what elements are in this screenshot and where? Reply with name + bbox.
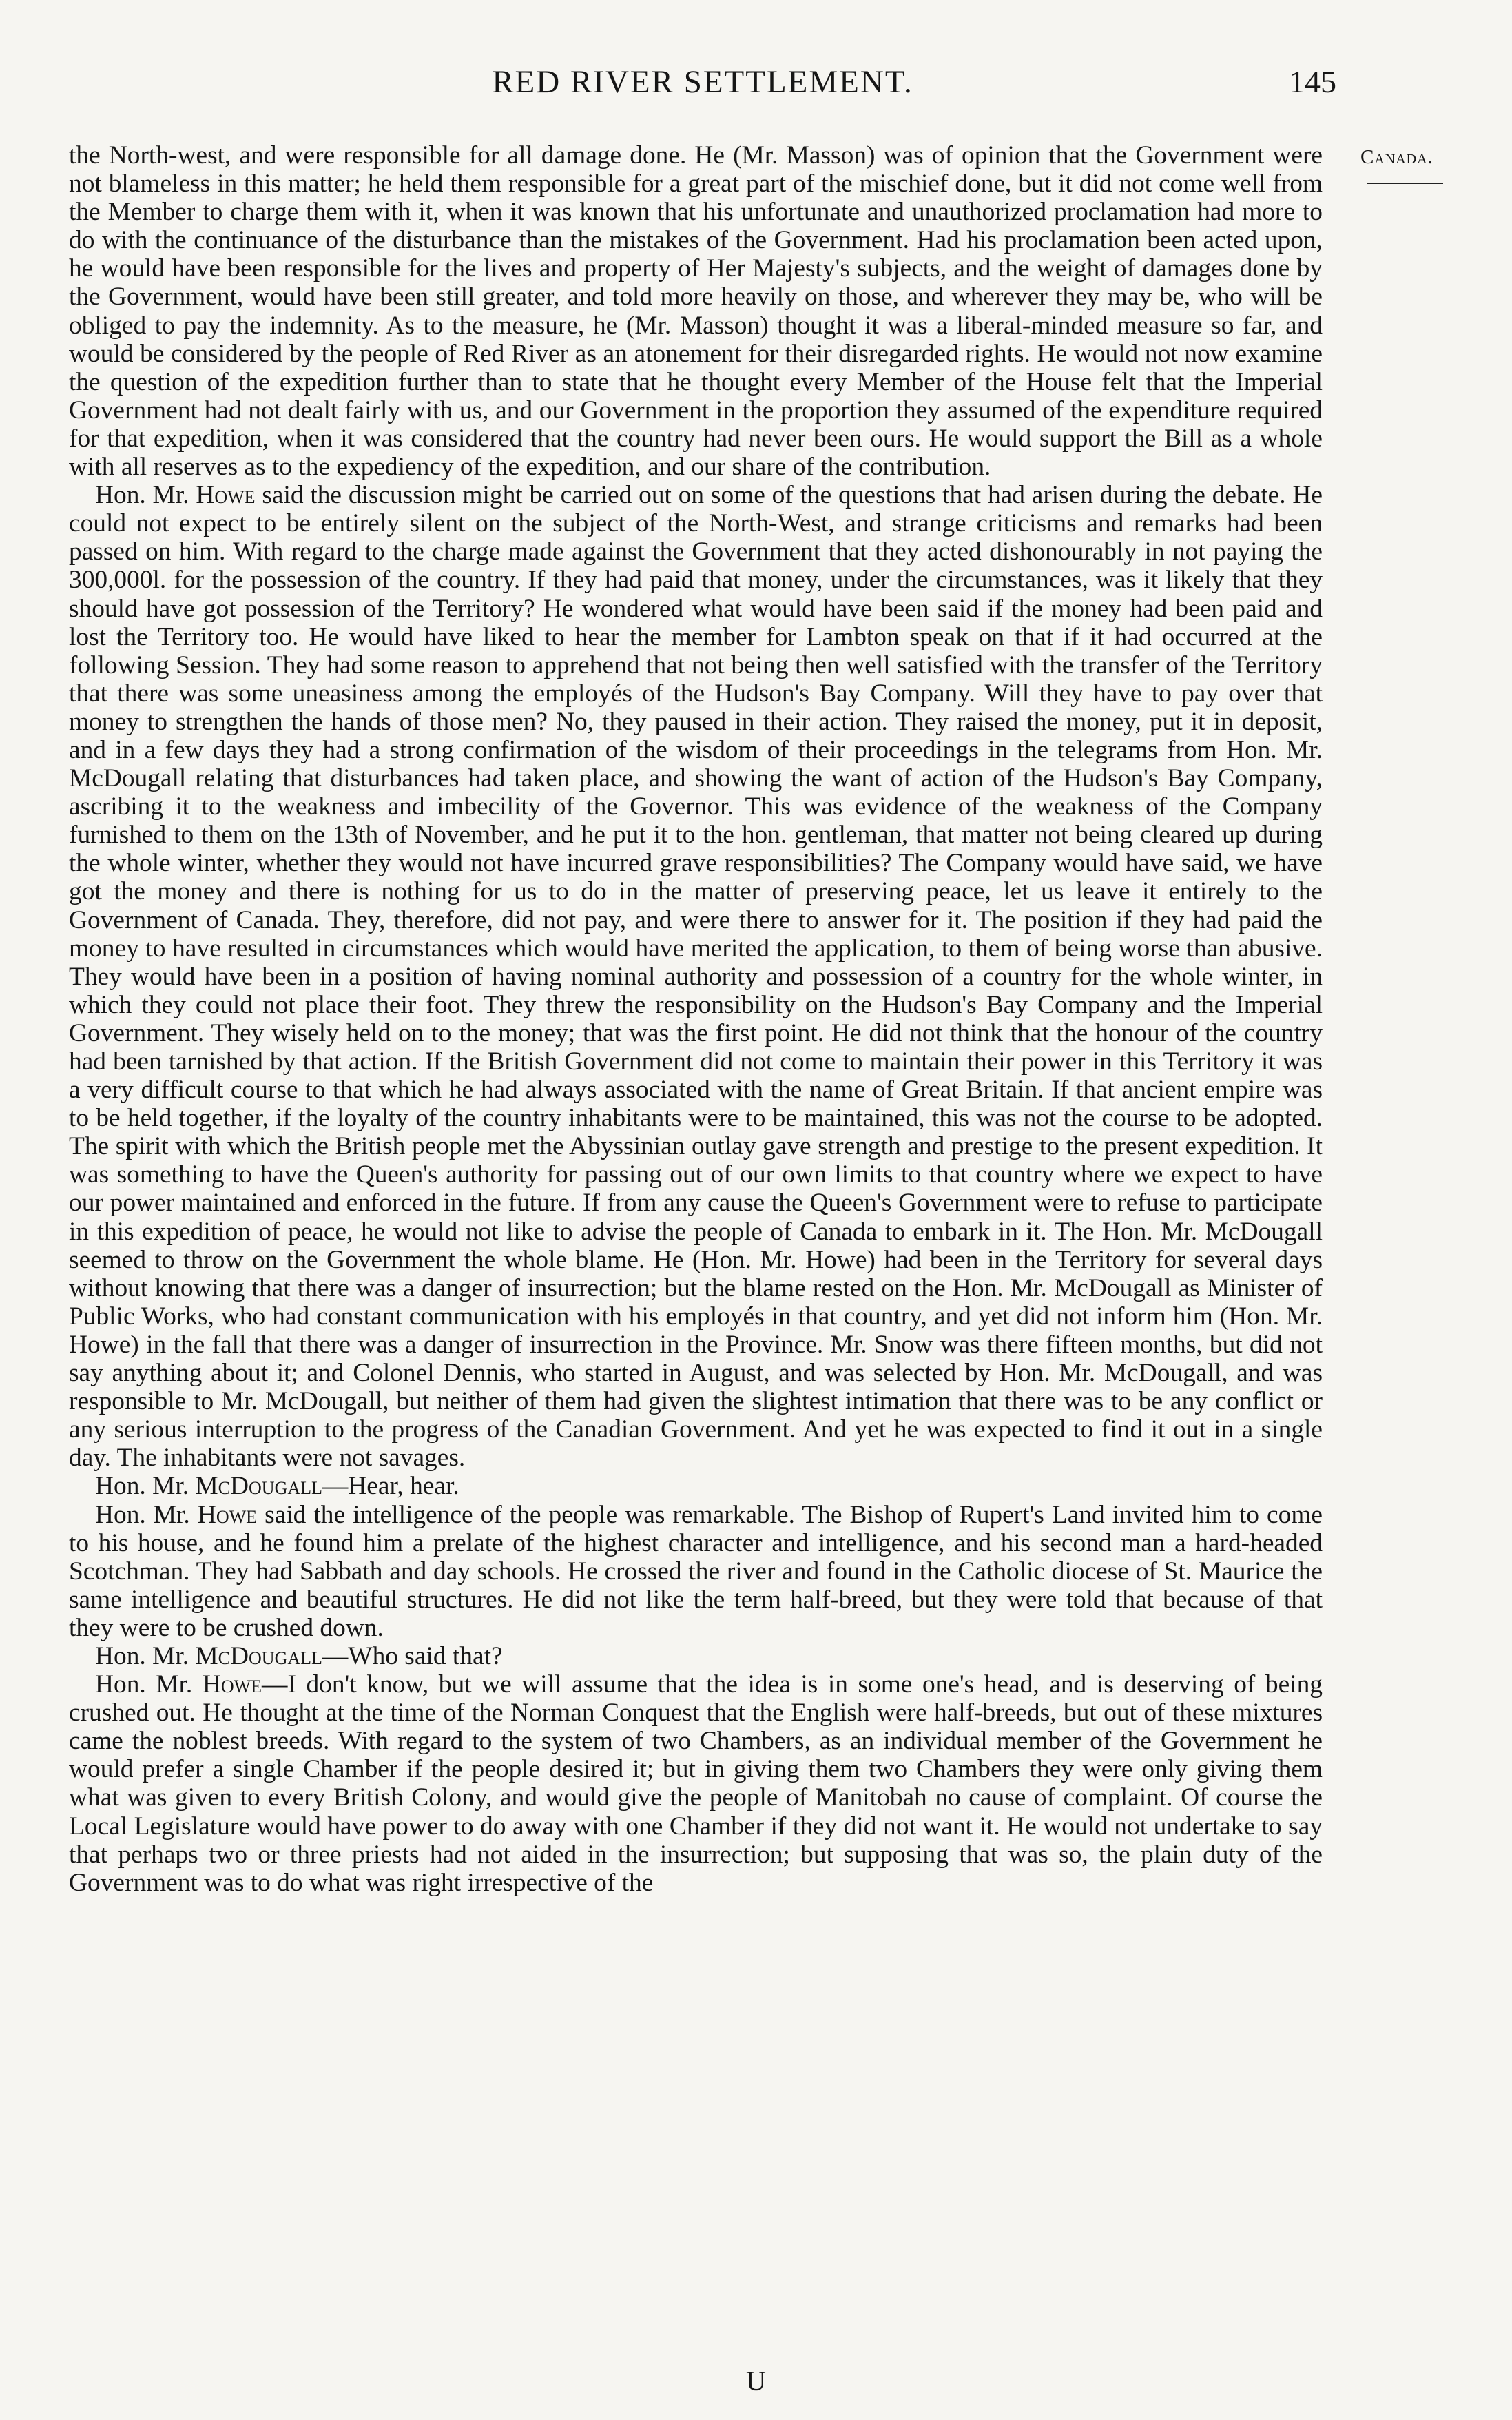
page-header	[69, 63, 1336, 112]
margin-note: Canada.	[1360, 146, 1433, 168]
page-number: 145	[1289, 64, 1336, 99]
paragraph	[69, 1670, 1323, 1897]
margin-rule	[1367, 183, 1443, 184]
speaker-name: Howe	[196, 481, 256, 510]
paragraph-text: —I don't know, but we will assume that the idea is in some one's head, and is deserving of being crushed out. He thought at the time of the Norman Conquest that the English were half-breeds, but out of these mixtures came the noblest breeds. With regard to the system of two Chambers, as an individual member of the Government he would prefer a single Chamber if the people desired it; but in giving them two Chambers they were only giving them what was given to every British Colony, and would give the people of Manitobah no cause of complaint. Of course the Local Legislature would have power to do away with one Chamber if they did not want it. He would not undertake to say that perhaps two or three priests had not aided in the insurrection; but supposing that was so, the plain duty of the Government was to do what was right irrespective of the	[69, 1670, 1323, 1897]
running-head: RED RIVER SETTLEMENT.	[492, 64, 913, 100]
paragraph-text: —Hear, hear.	[322, 1472, 459, 1501]
paragraph-text: said the discussion might be carried out on some of the questions that had arisen during the debate. He could not expect to be entirely silent on the subject of the North-West, and strange criticisms and remarks had been passed on him. With regard to the charge made against the Government that they acted dishonourably in not paying the 300,000l. for the possession of the country. If they had paid that money, under the circumstances, was it likely that they should have got possession of the Territory? He wondered what would have been said if the money had been paid and lost the Territory too. He would have liked to hear the member for Lambton speak on that if it had occurred at the following Session. They had some reason to apprehend that not being then well satisfied with the transfer of the Territory that there was some uneasiness among the employés of the Hudson's Bay Company. Will they have to pay over that money to strengthen the hands of those men? No, they paused in their action. They raised the money, put it in deposit, and in a few days they had a strong confirmation of the wisdom of their proceedings in the telegrams from Hon. Mr. McDougall relating that disturbances had taken place, and showing the want of action of the Hudson's Bay Company, ascribing it to the weakness and imbecility of the Governor. This was evidence of the weakness of the Company furnished to them on the 13th of November, and he put it to the hon. gentleman, that matter not being cleared up during the whole winter, whether they would not have incurred grave responsibilities? The Company would have said, we have got the money and there is nothing for us to do in the matter of preserving peace, let us leave it entirely to the Government of Canada. They, therefore, did not pay, and were there to answer for it. The position if they had paid the money to have resulted in circumstances which would have merited the application, to them of being worse than abusive. They would have been in a position of having nominal authority and possession of a country for the whole winter, in which they could not place their foot. They threw the responsibility on the Hudson's Bay Company and the Imperial Government. They wisely held on to the money; that was the first point. He did not think that the honour of the country had been tarnished by that action. If the British Government did not come to maintain their power in this Territory it was a very difficult course to that which he had always associated with the name of Great Britain. If that ancient empire was to be held together, if the loyalty of the country inhabitants were to be maintained, this was not the course to be adopted. The spirit with which the British people met the Abyssinian outlay gave strength and prestige to the present expedition. It was something to have the Queen's authority for passing out of our own limits to that country where we expect to have our power maintained and enforced in the future. If from any cause the Queen's Government were to refuse to participate in this expedition of peace, he would not like to advise the people of Canada to embark in it. The Hon. Mr. McDougall seemed to throw on the Government the whole blame. He (Hon. Mr. Howe) had been in the Territory for several days without knowing that there was a danger of insurrection; but the blame rested on the Hon. Mr. McDougall as Minister of Public Works, who had constant communication with his employés in that country, and yet did not inform him (Hon. Mr. Howe) in the fall that there was a danger of insurrection in the Province. Mr. Snow was there fifteen months, but did not say anything about it; and Colonel Dennis, who started in August, and was selected by Hon. Mr. McDougall, and was responsible to Mr. McDougall, but neither of them had given the slightest intimation that there was to be any conflict or any serious interruption to the progress of the Canadian Government. And yet he was expected to find it out in a single day. The inhabitants were not savages.	[69, 481, 1323, 1473]
speaker-prefix: Hon. Mr.	[95, 1500, 198, 1529]
speaker-name: Howe	[202, 1670, 262, 1699]
paragraph-text: said the intelligence of the people was remarkable. The Bishop of Rupert's Land invited him to come to his house, and he found him a prelate of the highest character and intelligence, and his second man a hard-headed Scotchman. They had Sabbath and day schools. He crossed the river and found in the Catholic diocese of St. Maurice the same intelligence and beautiful structures. He did not like the term half-breed, but they were told that because of that they were to be crushed down.	[69, 1500, 1323, 1642]
speaker-name: McDougall	[195, 1641, 322, 1670]
paragraph	[69, 1642, 1323, 1670]
paragraph	[69, 1501, 1323, 1642]
speaker-name: Howe	[197, 1500, 258, 1529]
paragraph-text: —Who said that?	[322, 1641, 503, 1670]
paragraph-text: the North-west, and were responsible for all damage done. He (Mr. Masson) was of opinion that the Government were not blameless in this matter; he held them responsible for a great part of the mischief done, but it did not come well from the Member to charge them with it, when it was known that his unfortunate and unauthorized proclamation had more to do with the continuance of the disturbance than the mistakes of the Government. Had his proclamation been acted upon, he would have been responsible for the lives and property of Her Majesty's subjects, and the weight of damages done by the Government, would have been still greater, and told more heavily on those, and wherever they may be, who will be obliged to pay the indemnity. As to the measure, he (Mr. Masson) thought it was a liberal-minded measure so far, and would be considered by the people of Red River as an atonement for their disregarded rights. He would not now examine the question of the expedition further than to state that he thought every Member of the House felt that the Imperial Government had not dealt fairly with us, and our Government in the proportion they assumed of the expenditure required for that expedition, when it was considered that the country had never been ours. He would support the Bill as a whole with all reserves as to the expediency of the expedition, and our share of the contribution.	[69, 141, 1323, 482]
speaker-prefix: Hon. Mr.	[95, 1641, 196, 1670]
speaker-prefix: Hon. Mr.	[95, 481, 196, 510]
speaker-prefix: Hon. Mr.	[95, 1670, 203, 1699]
paragraph	[69, 141, 1323, 481]
body-text	[69, 141, 1323, 1897]
signature-mark: U	[746, 2366, 766, 2397]
speaker-prefix: Hon. Mr.	[95, 1472, 196, 1501]
speaker-name: McDougall	[195, 1472, 322, 1501]
paragraph	[69, 1472, 1323, 1500]
paragraph	[69, 481, 1323, 1472]
